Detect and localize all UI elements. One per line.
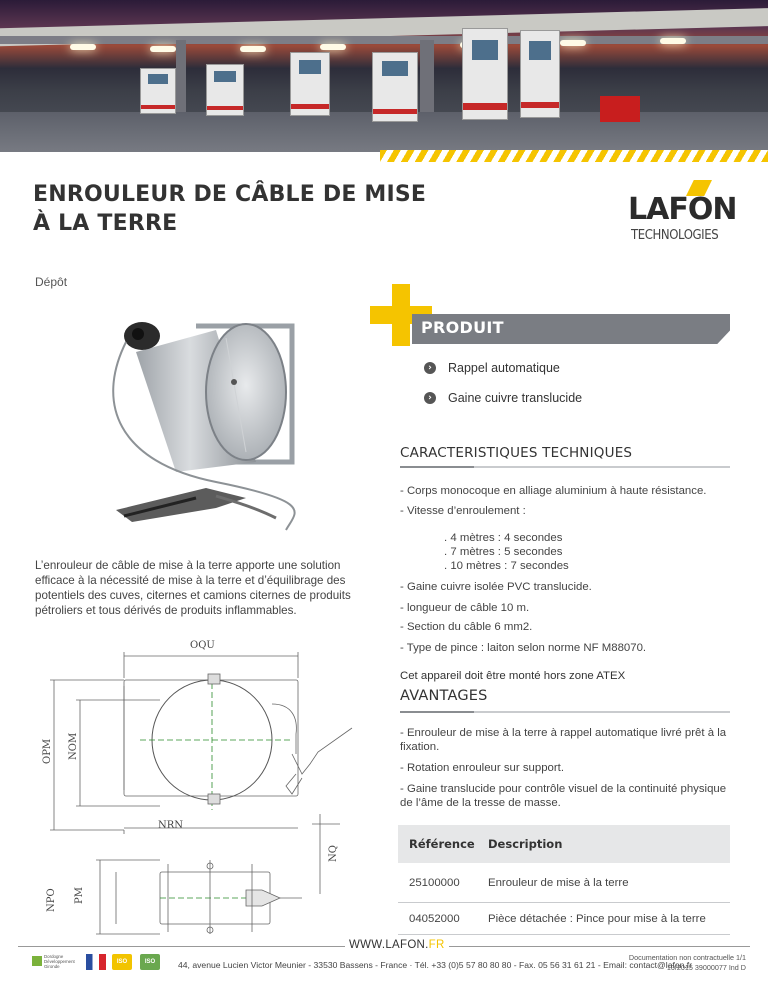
spec-line: - Type de pince : laiton selon norme NF M88070. — [400, 642, 647, 654]
category-label: Dépôt — [35, 275, 68, 289]
specs-heading: CARACTERISTIQUES TECHNIQUES — [400, 445, 633, 461]
iso-badge — [112, 954, 132, 970]
intro-paragraph: L’enrouleur de câble de mise à la terre apporte une solution efficace à la nécessité de mise à la terre et d’équilibrage des potentiels des cuves, citernes et camions citernes de produits pétroliers et tous dérivés de produits inflammables. — [35, 559, 351, 617]
iso-badge — [140, 954, 160, 970]
lafon-logo — [628, 180, 737, 246]
website-tld: FR — [428, 939, 445, 951]
feature-text: Rappel automatique — [448, 361, 560, 375]
canopy-light — [240, 46, 266, 52]
dim-label: NRN — [158, 820, 184, 831]
feature-text: Gaine cuivre translucide — [448, 391, 583, 405]
document-reference — [629, 953, 746, 973]
dim-label: OQU — [190, 640, 215, 651]
chevron-right-icon: › — [424, 362, 436, 374]
doc-line-1: Documentation non contractuelle 1/1 — [628, 953, 746, 962]
fuel-pump — [462, 28, 508, 120]
title-line-2: À LA TERRE — [33, 211, 178, 236]
spec-speed-line: . 7 mètres : 5 secondes — [444, 546, 563, 558]
spec-line: - Vitesse d’enroulement : — [400, 505, 526, 517]
fuel-pump — [140, 68, 176, 114]
fuel-pump — [206, 64, 244, 116]
fuel-pump — [290, 52, 330, 116]
logo-subtitle: TECHNOLOGIES — [631, 228, 719, 243]
iso-badge-label: ISO — [116, 959, 128, 965]
canopy-light — [70, 44, 96, 50]
canopy-underside — [0, 36, 768, 44]
table-row — [398, 863, 730, 903]
doc-line-2: 10/2015 39000077 Ind D — [666, 963, 746, 972]
spec-line: - Gaine cuivre isolée PVC translucide. — [400, 581, 592, 593]
canopy-light — [660, 38, 686, 44]
red-container — [600, 96, 640, 122]
dordogne-gironde-logo — [32, 954, 75, 970]
canopy-pillar — [176, 40, 186, 120]
website-link[interactable] — [345, 939, 449, 951]
cable-reel-photo — [96, 312, 376, 542]
advantages-heading: AVANTAGES — [400, 688, 488, 704]
cell-description: Enrouleur de mise à la terre — [488, 876, 629, 889]
spec-speed-line: . 10 mètres : 7 secondes — [444, 560, 569, 572]
specs-rule — [400, 466, 730, 468]
canopy-light — [320, 44, 346, 50]
company-address: 44, avenue Lucien Victor Meunier - 33530 Bassens - France · Tél. +33 (0)5 57 80 80 80 - Fax. 05 56 31 61 21 - Email: contact@lafon.fr — [178, 960, 693, 970]
produit-heading: PRODUIT — [421, 318, 504, 337]
dordogne-logo-text: Dordogne Développement Gironde — [44, 954, 75, 969]
table-header — [398, 825, 730, 863]
fuel-pump — [520, 30, 560, 118]
logo-word: LAFON — [628, 192, 737, 227]
header-reference: Référence — [409, 837, 475, 851]
dim-label: NQ — [328, 845, 339, 862]
dim-label: OPM — [42, 738, 53, 764]
advantage-item: - Enrouleur de mise à la terre à rappel automatique livré prêt à la fixation. — [400, 727, 727, 753]
dim-label: NPO — [46, 888, 57, 912]
spec-speed-line: . 4 mètres : 4 secondes — [444, 532, 563, 544]
header-description: Description — [488, 837, 563, 851]
feature-item — [424, 358, 560, 378]
advantage-item: - Gaine translucide pour contrôle visuel de la continuité physique de l’âme de la tresse de masse. — [400, 783, 727, 809]
cell-reference: 04052000 — [409, 912, 460, 925]
hazard-stripe — [380, 150, 768, 162]
chevron-right-icon: › — [424, 392, 436, 404]
iso-badge-label: ISO — [144, 959, 156, 965]
feature-item — [424, 388, 582, 408]
advantages-rule — [400, 711, 730, 713]
atex-note: Cet appareil doit être monté hors zone ATEX — [400, 670, 626, 682]
france-flag-icon — [86, 954, 106, 970]
spec-line: - Section du câble 6 mm2. — [400, 621, 533, 633]
cell-description: Pièce détachée : Pince pour mise à la terre — [488, 912, 706, 925]
title-line-1: ENROULEUR DE CÂBLE DE MISE — [33, 182, 427, 207]
page-title — [33, 180, 453, 238]
table-row — [398, 903, 730, 935]
dim-label: PM — [74, 887, 85, 904]
canopy-pillar — [420, 40, 434, 120]
spec-line: - longueur de câble 10 m. — [400, 602, 530, 614]
technical-drawing — [40, 634, 380, 944]
advantage-item: - Rotation enrouleur sur support. — [400, 762, 564, 774]
canopy-light — [560, 40, 586, 46]
spec-line: - Corps monocoque en alliage aluminium à haute résistance. — [400, 485, 707, 497]
website-main: WWW.LAFON. — [349, 939, 429, 951]
fuel-pump — [372, 52, 418, 122]
cell-reference: 25100000 — [409, 876, 460, 889]
reference-table — [398, 825, 730, 935]
dim-label: NOM — [68, 732, 79, 760]
canopy-light — [150, 46, 176, 52]
header-photo — [0, 0, 768, 152]
